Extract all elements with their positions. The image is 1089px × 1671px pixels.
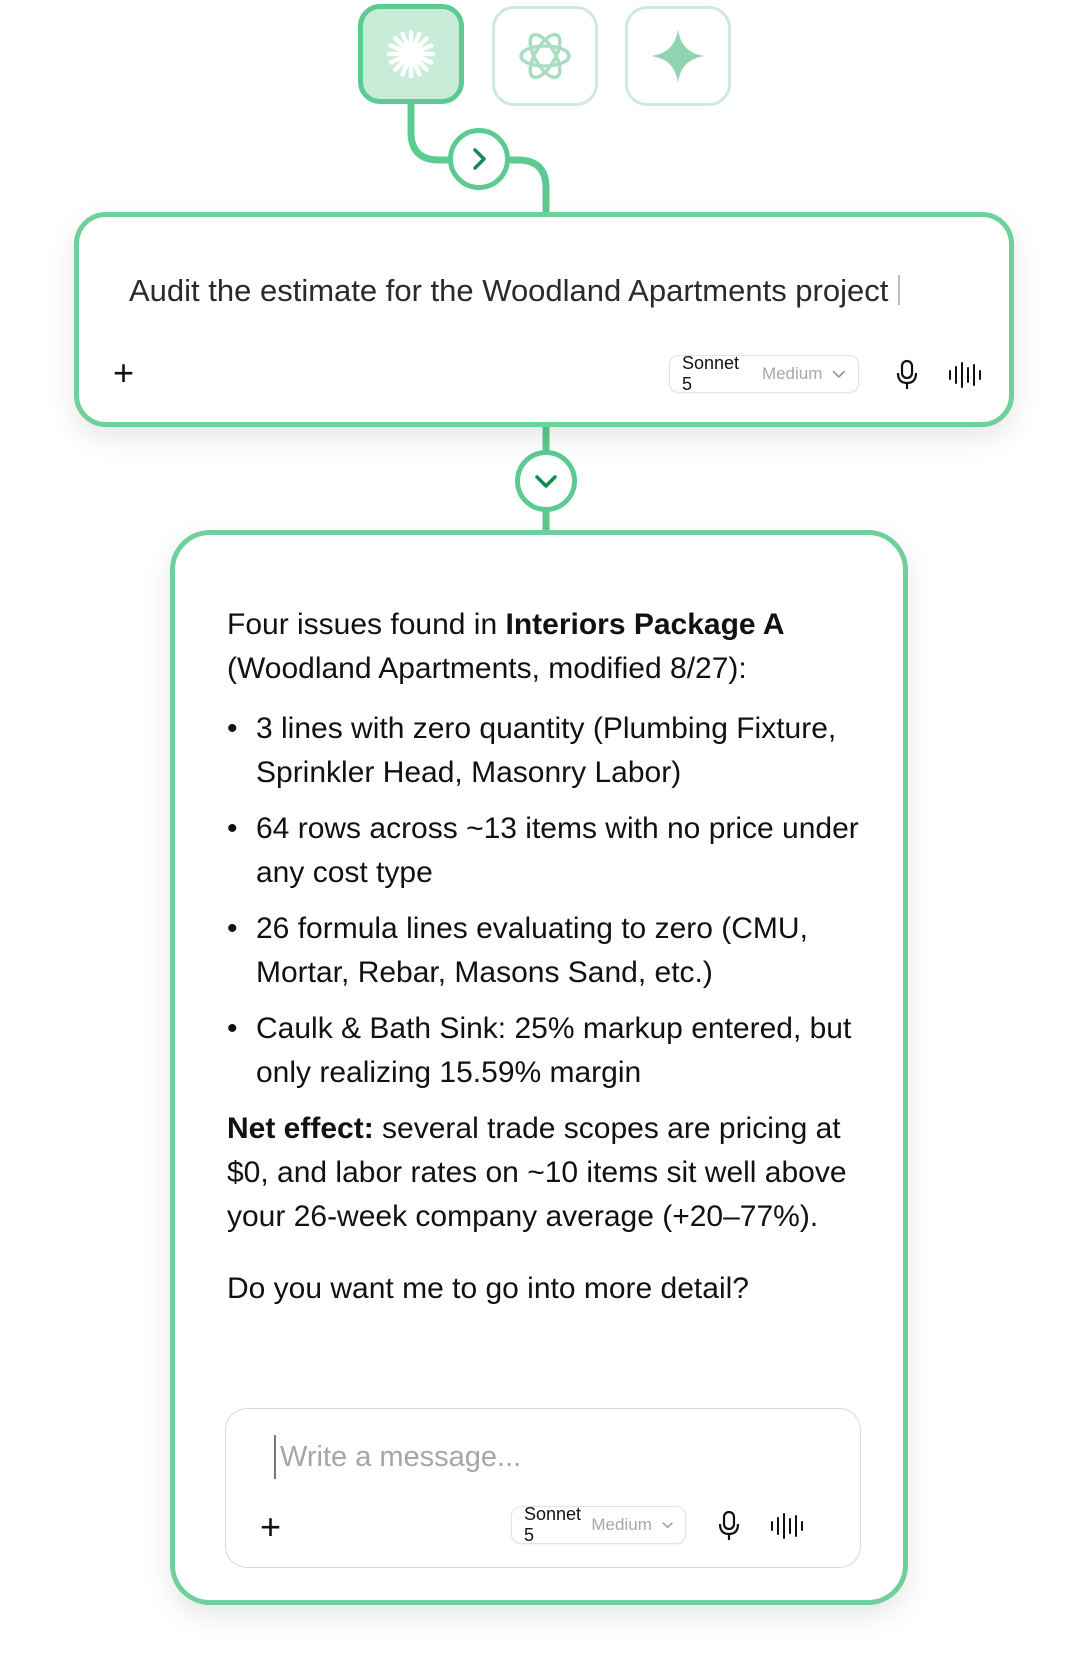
expand-step-button[interactable] <box>515 450 577 512</box>
waveform-icon <box>769 1512 805 1540</box>
microphone-button[interactable] <box>891 358 923 392</box>
issue-text: Caulk & Bath Sink: 25% markup entered, but only realizing 15.59% margin <box>256 1012 852 1089</box>
four-point-star-icon <box>649 27 707 85</box>
chevron-down-icon <box>662 1520 673 1530</box>
net-effect-label: Net effect: <box>227 1112 374 1145</box>
model-tile-gemini[interactable] <box>625 6 731 106</box>
response-intro <box>227 603 867 691</box>
chevron-down-icon <box>832 369 846 379</box>
issues-list <box>227 707 867 1095</box>
plus-icon: + <box>113 352 135 393</box>
chevron-down-icon <box>533 468 559 494</box>
list-item <box>227 707 867 795</box>
follow-up-question: Do you want me to go into more detail? <box>227 1272 749 1305</box>
intro-package-name: Interiors Package A <box>505 608 785 641</box>
issue-text: 3 lines with zero quantity (Plumbing Fixture, Sprinkler Head, Masonry Labor) <box>256 712 837 789</box>
next-step-button[interactable] <box>448 128 510 190</box>
chevron-right-icon <box>466 146 492 172</box>
bullet: • <box>227 812 238 845</box>
sparkle-burst-icon <box>385 28 437 80</box>
effort-label: Medium <box>591 1515 652 1534</box>
prompt-card <box>74 212 1014 427</box>
reply-composer <box>225 1408 861 1568</box>
message-input[interactable] <box>274 1435 794 1479</box>
intro-prefix: Four issues found in <box>227 608 506 641</box>
response-card <box>170 530 908 1605</box>
openai-knot-icon <box>516 27 574 85</box>
text-caret <box>898 275 900 305</box>
prompt-input[interactable] <box>129 273 900 309</box>
bullet: • <box>227 712 238 745</box>
add-attachment-button[interactable] <box>113 352 135 393</box>
model-selector[interactable] <box>669 355 859 393</box>
issue-text: 26 formula lines evaluating to zero (CMU, Mortar, Rebar, Masons Sand, etc.) <box>256 912 808 989</box>
microphone-button[interactable] <box>713 1509 745 1543</box>
list-item <box>227 907 867 995</box>
list-item <box>227 807 867 895</box>
bullet: • <box>227 912 238 945</box>
intro-suffix: (Woodland Apartments, modified 8/27): <box>227 652 747 685</box>
model-label: Sonnet 5 <box>682 353 740 394</box>
model-tile-claude[interactable] <box>358 4 464 104</box>
issue-text: 64 rows across ~13 items with no price under any cost type <box>256 812 859 889</box>
effort-label: Medium <box>761 364 823 383</box>
model-label: Sonnet 5 <box>524 1504 582 1545</box>
plus-icon: + <box>260 1506 282 1547</box>
waveform-icon <box>947 361 983 389</box>
bullet: • <box>227 1012 238 1045</box>
voice-mode-button[interactable] <box>769 1511 805 1541</box>
list-item <box>227 1007 867 1095</box>
add-attachment-button[interactable] <box>260 1506 282 1547</box>
net-effect-text: several trade scopes are pricing at $0, and labor rates on ~10 items sit well above your 26-week company average (+20–77%). <box>227 1112 847 1233</box>
net-effect <box>227 1107 867 1239</box>
voice-mode-button[interactable] <box>947 360 983 390</box>
prompt-text: Audit the estimate for the Woodland Apartments project <box>129 273 889 308</box>
response-message <box>227 603 867 1311</box>
model-selector[interactable] <box>511 1506 686 1544</box>
model-tile-chatgpt[interactable] <box>492 6 598 106</box>
microphone-icon <box>895 359 919 391</box>
microphone-icon <box>717 1510 741 1542</box>
